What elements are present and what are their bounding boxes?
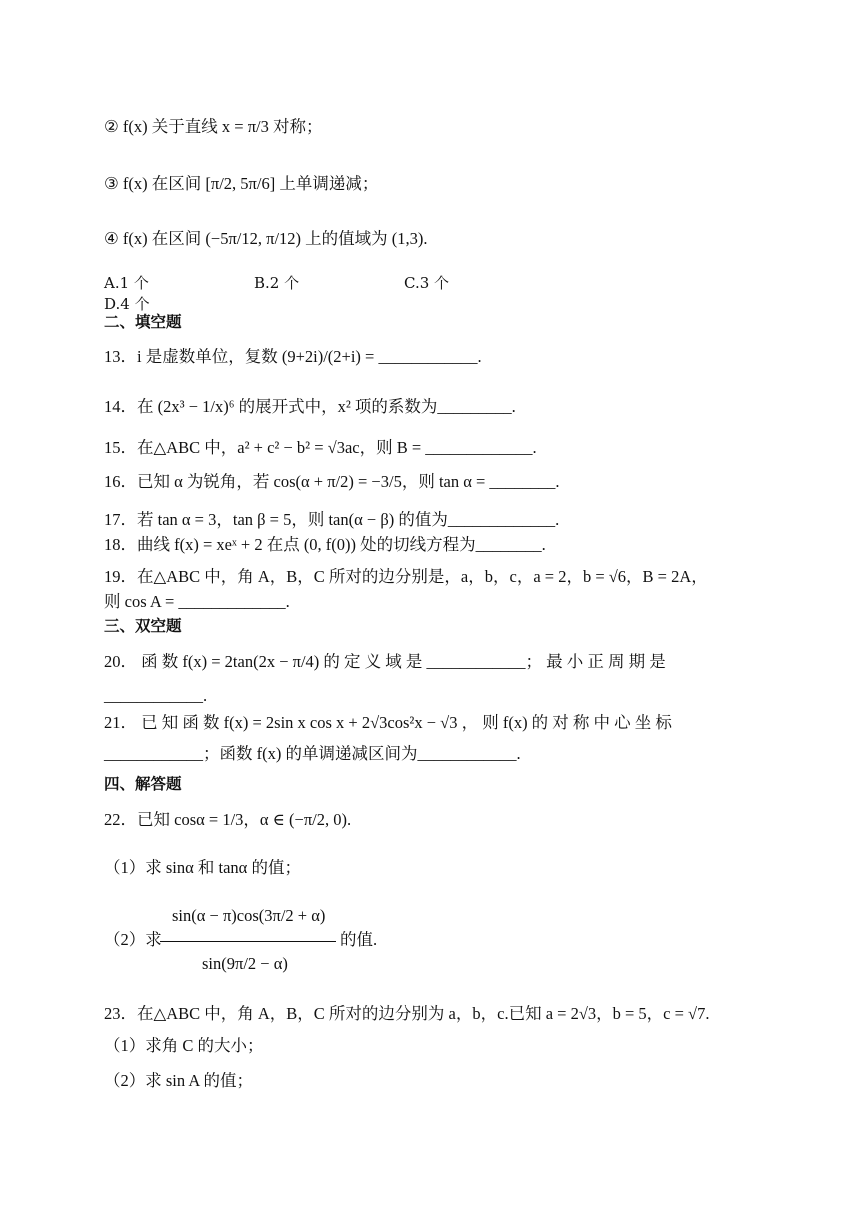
question-21-line1: 21． 已 知 函 数 f(x) = 2sin x cos x + 2√3cos²x − √3 ， 则 f(x) 的 对 称 中 心 坐 标	[104, 713, 672, 732]
question-22-part2-numerator: sin(α − π)cos(3π/2 + α)	[172, 906, 326, 925]
question-14: 14．在 (2x³ − 1/x)⁶ 的展开式中，x² 项的系数为_________.	[104, 397, 516, 416]
option-c: C.3 个	[404, 274, 450, 292]
question-15: 15．在△ABC 中，a² + c² − b² = √3ac，则 B = _____________.	[104, 438, 537, 457]
question-22-part2-denominator: sin(9π/2 − α)	[202, 954, 288, 973]
answer-options	[104, 272, 624, 314]
question-22-part2-suffix: 的值.	[340, 930, 378, 949]
question-23-part2: （2）求 sin A 的值；	[104, 1071, 253, 1090]
question-23: 23．在△ABC 中，角 A，B，C 所对的边分别为 a，b，c.已知 a = 2√3，b = 5，c = √7.	[104, 1004, 710, 1023]
question-20-line1: 20． 函 数 f(x) = 2tan(2x − π/4) 的 定 义 域 是 ____________； 最 小 正 周 期 是	[104, 652, 666, 671]
statement-3: ③ f(x) 在区间 [π/2, 5π/6] 上单调递减；	[104, 174, 379, 193]
option-b: B.2 个	[254, 274, 300, 292]
question-19-line1: 19．在△ABC 中，角 A，B，C 所对的边分别是，a，b，c，a = 2，b = √6，B = 2A，	[104, 567, 708, 586]
statement-2: ② f(x) 关于直线 x = π/3 对称；	[104, 117, 323, 136]
question-22-part1: （1）求 sinα 和 tanα 的值；	[104, 858, 301, 877]
question-13: 13．i 是虚数单位，复数 (9+2i)/(2+i) = ____________.	[104, 347, 482, 366]
option-a: A.1 个	[104, 274, 149, 292]
question-21-line2: ____________；函数 f(x) 的单调递减区间为____________.	[104, 744, 521, 763]
option-d: D.4 个	[104, 295, 150, 313]
question-18: 18．曲线 f(x) = xeˣ + 2 在点 (0, f(0)) 处的切线方程为________.	[104, 535, 546, 554]
section-double-fill-title: 三、双空题	[104, 617, 182, 635]
question-22-part2-prefix: （2）求	[104, 930, 162, 949]
section-fill-in-title: 二、填空题	[104, 313, 182, 331]
question-23-part1: （1）求角 C 的大小；	[104, 1036, 264, 1055]
section-solve-title: 四、解答题	[104, 775, 182, 793]
question-22: 22．已知 cosα = 1/3，α ∈ (−π/2, 0).	[104, 810, 352, 829]
question-20-line2: ____________.	[104, 686, 208, 705]
question-19-line2: 则 cos A = _____________.	[104, 592, 290, 611]
question-16: 16．已知 α 为锐角，若 cos(α + π/2) = −3/5，则 tan α = ________.	[104, 472, 560, 491]
statement-4: ④ f(x) 在区间 (−5π/12, π/12) 上的值域为 (1,3).	[104, 229, 428, 248]
fraction-bar	[160, 941, 336, 942]
question-17: 17．若 tan α = 3，tan β = 5，则 tan(α − β) 的值为_____________.	[104, 510, 560, 529]
